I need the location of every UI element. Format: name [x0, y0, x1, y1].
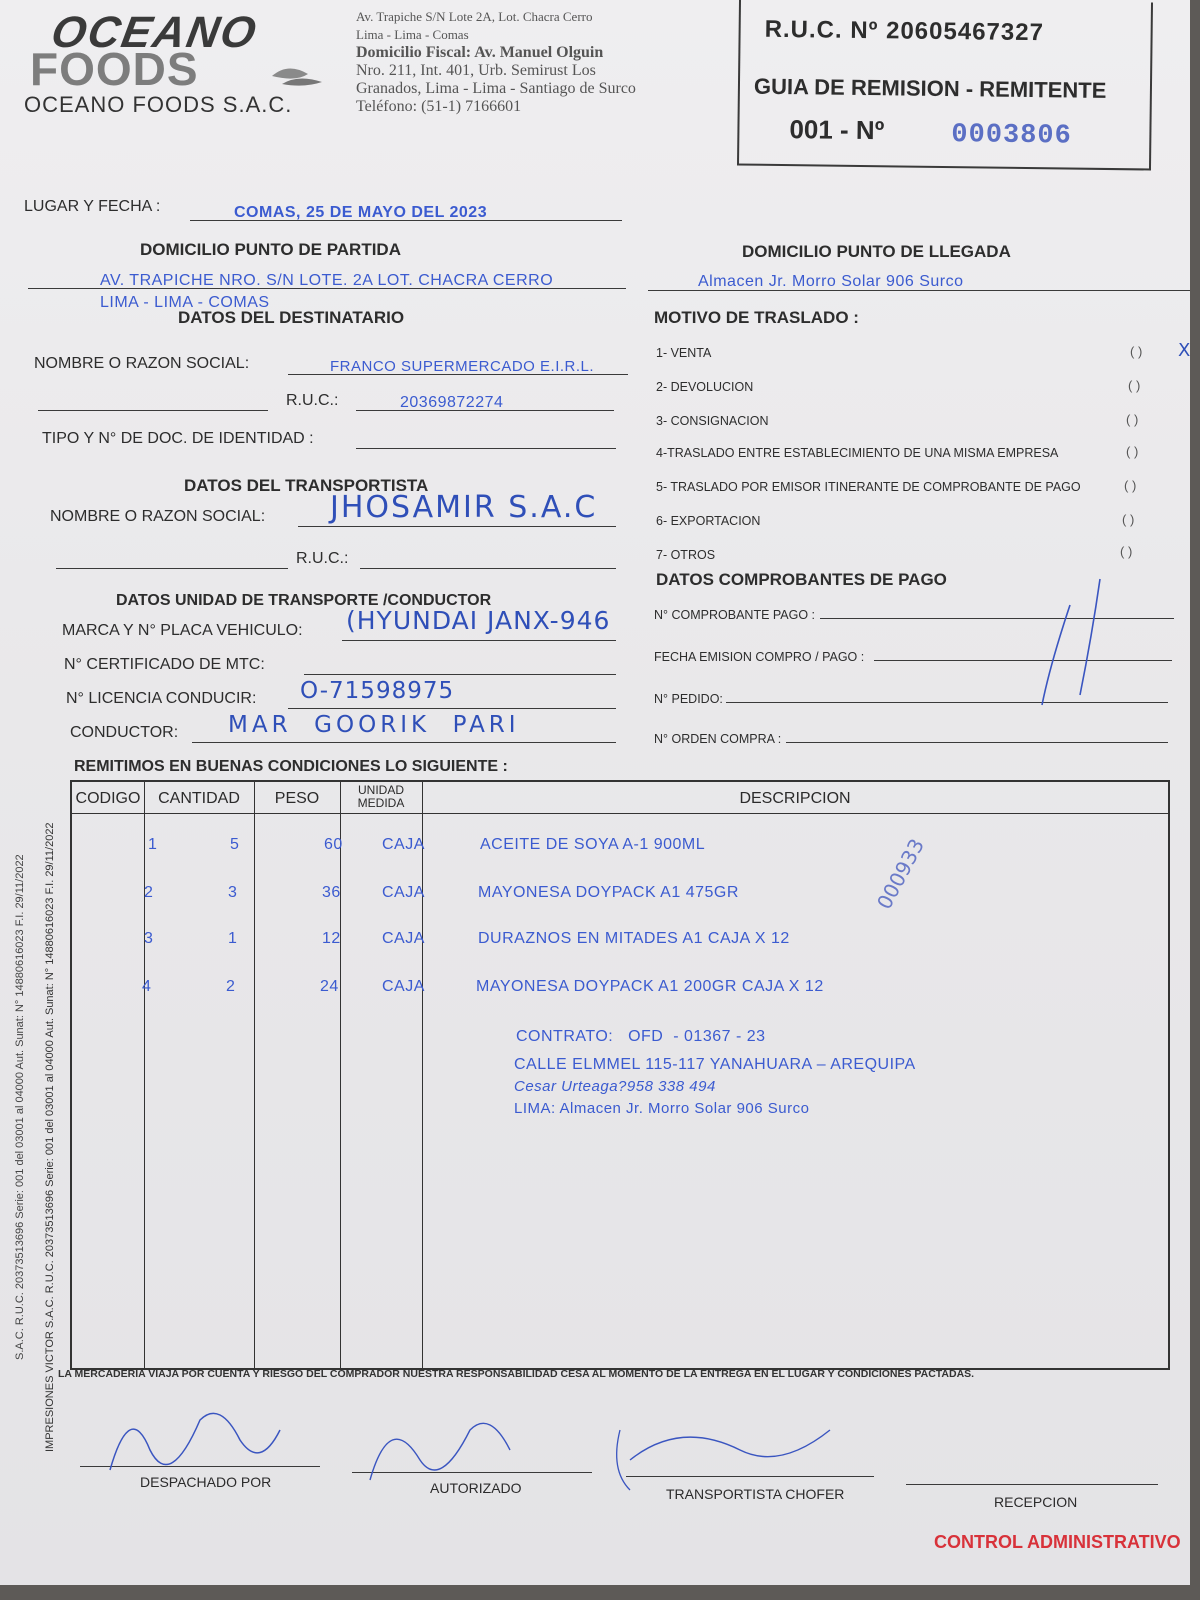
- row-code: 4: [142, 978, 152, 995]
- document-type: GUIA DE REMISION - REMITENTE: [753, 73, 1107, 103]
- side-print-outer: S.A.C. R.U.C. 20373513696 Serie: 001 del 03001 al 04000 Aut. Sunat: N° 14880616023 F.I. 29/11/2022: [14, 854, 26, 1360]
- signature-driver-label: TRANSPORTISTA CHOFER: [666, 1486, 845, 1502]
- vehicle-plate-value: (HYUNDAI JANX-946: [346, 606, 611, 635]
- column-header-code: CODIGO: [75, 790, 141, 807]
- row-weight: 12: [322, 930, 341, 947]
- address-note: CALLE ELMMEL 115-117 YANAHUARA – AREQUIPA: [514, 1056, 916, 1073]
- row-code: 2: [144, 884, 154, 901]
- row-quantity: 1: [228, 930, 238, 947]
- contract-note: CONTRATO: OFD - 01367 - 23: [516, 1028, 766, 1045]
- address-line: Teléfono: (51-1) 7166601: [356, 98, 522, 115]
- origin-line1: AV. TRAPICHE NRO. S/N LOTE. 2A LOT. CHACRA CERRO: [100, 272, 554, 289]
- vehicle-license-value: O-71598975: [300, 678, 455, 704]
- carrier-ruc-label: R.U.C.:: [296, 550, 349, 567]
- vehicle-heading: DATOS UNIDAD DE TRANSPORTE /CONDUCTOR: [116, 592, 492, 609]
- company-logo: [30, 6, 340, 95]
- signature-dispatched-label: DESPACHADO POR: [140, 1474, 272, 1490]
- carrier-name-value: JHOSAMIR S.A.C: [330, 490, 598, 525]
- origin-line2: LIMA - LIMA - COMAS: [100, 294, 270, 311]
- reason-option-consignacion: 3- CONSIGNACION: [656, 414, 769, 428]
- ruc-box: [737, 0, 1153, 171]
- address-line: Lima - Lima - Comas: [356, 27, 469, 42]
- disclaimer: LA MERCADERÍA VIAJA POR CUENTA Y RIESGO DEL COMPRADOR NUESTRA RESPONSABILIDAD CESA AL MOMENTO DE LA ENTREGA EN EL LUGAR Y CONDICIONES PACTADAS.: [58, 1368, 975, 1380]
- signature-scribble-icon: [90, 1390, 650, 1500]
- contact-note: Cesar Urteaga?958 338 494: [514, 1078, 716, 1095]
- row-description: ACEITE DE SOYA A-1 900ML: [480, 836, 706, 853]
- row-unit: CAJA: [382, 884, 425, 901]
- row-weight: 60: [324, 836, 343, 853]
- payment-voucher-label: N° COMPROBANTE PAGO :: [654, 608, 816, 622]
- logo-line1: OCEANO: [47, 8, 262, 57]
- items-heading: REMITIMOS EN BUENAS CONDICIONES LO SIGUIENTE :: [74, 758, 508, 775]
- row-unit: CAJA: [382, 978, 425, 995]
- reason-checkbox-same-company[interactable]: ( ): [1126, 444, 1139, 459]
- vehicle-driver-value: MAR GOORIK PARI: [228, 712, 520, 738]
- recipient-ruc-label: R.U.C.:: [286, 392, 339, 409]
- payment-purchase-order-label: N° ORDEN COMPRA :: [654, 732, 782, 746]
- address-line: Granados, Lima - Lima - Santiago de Surco: [356, 80, 636, 97]
- fish-logo-icon: [268, 60, 328, 90]
- recipient-doc-label: TIPO Y N° DE DOC. DE IDENTIDAD :: [42, 430, 314, 447]
- column-header-quantity: CANTIDAD: [158, 790, 240, 807]
- logo-line2: FOODS: [30, 43, 199, 95]
- row-unit: CAJA: [382, 930, 425, 947]
- signature-scribble-icon: [620, 1400, 840, 1480]
- row-weight: 36: [322, 884, 341, 901]
- address-line: Nro. 211, Int. 401, Urb. Semirust Los: [356, 62, 596, 79]
- items-table: [70, 780, 1170, 1370]
- address-line: Domicilio Fiscal: Av. Manuel Olguin: [356, 44, 604, 61]
- ruc-number: R.U.C. Nº 20605467327: [764, 15, 1045, 47]
- reason-option-devolucion: 2- DEVOLUCION: [656, 380, 754, 394]
- side-print-inner: IMPRESIONES VICTOR S.A.C. R.U.C. 20373513696 Serie: 001 del 03001 al 04000 Aut. Sunat: N° 14880616023 F.I. 29/11/2022: [44, 822, 56, 1452]
- address-line: Av. Trapiche S/N Lote 2A, Lot. Chacra Cerro: [356, 9, 593, 24]
- origin-heading: DOMICILIO PUNTO DE PARTIDA: [140, 240, 401, 259]
- row-quantity: 2: [226, 978, 236, 995]
- reason-option-same-company: 4-TRASLADO ENTRE ESTABLECIMIENTO DE UNA MISMA EMPRESA: [656, 446, 1059, 460]
- reason-check-mark: X: [1178, 340, 1190, 361]
- column-header-weight: PESO: [274, 790, 320, 807]
- recipient-ruc-value: 20369872274: [400, 394, 504, 411]
- recipient-heading: DATOS DEL DESTINATARIO: [178, 308, 405, 327]
- reason-option-otros: 7- OTROS: [656, 548, 716, 562]
- row-description: MAYONESA DOYPACK A1 200GR CAJA X 12: [476, 978, 824, 995]
- row-unit: CAJA: [382, 836, 425, 853]
- reason-checkbox-exportacion[interactable]: ( ): [1122, 512, 1135, 527]
- vehicle-mtc-label: N° CERTIFICADO DE MTC:: [64, 656, 265, 673]
- carrier-heading: DATOS DEL TRANSPORTISTA: [184, 476, 429, 495]
- vehicle-plate-label: MARCA Y N° PLACA VEHICULO:: [62, 622, 303, 639]
- reason-option-itinerant: 5- TRASLADO POR EMISOR ITINERANTE DE COMPROBANTE DE PAGO: [656, 480, 1081, 494]
- destination-heading: DOMICILIO PUNTO DE LLEGADA: [742, 242, 1011, 261]
- row-description: DURAZNOS EN MITADES A1 CAJA X 12: [478, 930, 790, 947]
- reason-checkbox-venta[interactable]: ( ): [1130, 344, 1143, 359]
- reason-checkbox-consignacion[interactable]: ( ): [1126, 412, 1139, 427]
- row-code: 1: [148, 836, 158, 853]
- company-legal-name: OCEANO FOODS S.A.C.: [24, 92, 293, 117]
- column-header-unit: UNIDAD MEDIDA: [357, 783, 405, 810]
- column-header-description: DESCRIPCION: [739, 790, 851, 807]
- reason-option-venta: 1- VENTA: [656, 346, 712, 360]
- margin-note: 000933: [872, 834, 930, 914]
- signature-authorized-label: AUTORIZADO: [430, 1480, 522, 1496]
- payment-heading: DATOS COMPROBANTES DE PAGO: [656, 570, 947, 589]
- payment-order-label: N° PEDIDO:: [654, 692, 723, 706]
- row-quantity: 3: [228, 884, 238, 901]
- destination-line1: Almacen Jr. Morro Solar 906 Surco: [698, 273, 964, 290]
- row-quantity: 5: [230, 836, 240, 853]
- signature-reception-label: RECEPCION: [994, 1494, 1078, 1510]
- reason-option-exportacion: 6- EXPORTACION: [656, 514, 761, 528]
- reason-checkbox-otros[interactable]: ( ): [1120, 544, 1133, 559]
- copy-label: CONTROL ADMINISTRATIVO: [934, 1532, 1181, 1552]
- pen-scribble-icon: [1030, 575, 1110, 715]
- vehicle-driver-label: CONDUCTOR:: [70, 724, 179, 741]
- series-label: 001 - Nº: [789, 114, 885, 146]
- recipient-name-label: NOMBRE O RAZON SOCIAL:: [34, 355, 250, 372]
- place-date-label: LUGAR Y FECHA :: [24, 198, 161, 215]
- recipient-name-value: FRANCO SUPERMERCADO E.I.R.L.: [330, 358, 595, 375]
- reason-heading: MOTIVO DE TRASLADO :: [654, 308, 859, 327]
- vehicle-license-label: N° LICENCIA CONDUCIR:: [66, 690, 257, 707]
- carrier-name-label: NOMBRE O RAZON SOCIAL:: [50, 508, 266, 525]
- payment-date-label: FECHA EMISION COMPRO / PAGO :: [654, 650, 865, 664]
- row-weight: 24: [320, 978, 339, 995]
- row-description: MAYONESA DOYPACK A1 475GR: [478, 884, 739, 901]
- place-date-value: COMAS, 25 DE MAYO DEL 2023: [234, 204, 488, 221]
- row-code: 3: [144, 930, 154, 947]
- warehouse-note: LIMA: Almacen Jr. Morro Solar 906 Surco: [514, 1100, 810, 1117]
- reason-checkbox-devolucion[interactable]: ( ): [1128, 378, 1141, 393]
- document-number: 0003806: [951, 120, 1072, 152]
- company-address-block: [356, 8, 726, 116]
- reason-checkbox-itinerant[interactable]: ( ): [1124, 478, 1137, 493]
